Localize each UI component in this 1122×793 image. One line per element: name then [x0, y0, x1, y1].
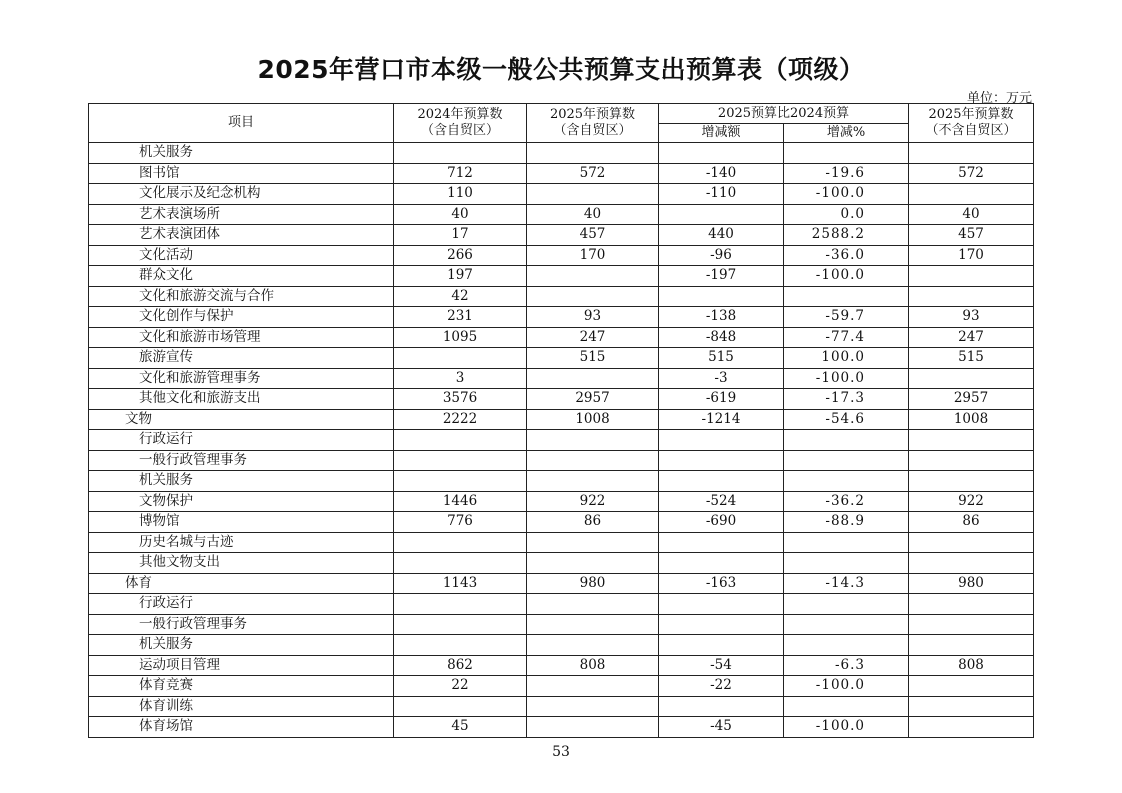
cell-item-name: 群众文化: [89, 266, 394, 287]
cell-pct: -6.3: [784, 655, 909, 676]
cell-2024-budget: 712: [394, 163, 527, 184]
cell-diff: 440: [659, 225, 784, 246]
cell-2025-budget-excl: 922: [909, 491, 1034, 512]
cell-item-name: 行政运行: [89, 430, 394, 451]
cell-2025-budget-excl: 808: [909, 655, 1034, 676]
cell-2024-budget: 3576: [394, 389, 527, 410]
cell-diff: [659, 143, 784, 164]
page-title: 2025年营口市本级一般公共预算支出预算表（项级）: [257, 55, 865, 84]
cell-item-name: 旅游宣传: [89, 348, 394, 369]
cell-diff: -197: [659, 266, 784, 287]
cell-2025-budget: [527, 614, 659, 635]
cell-diff: [659, 204, 784, 225]
header-2024-label: 2024年预算数 （含自贸区）: [417, 107, 503, 138]
cell-2025-budget-excl: [909, 368, 1034, 389]
table-row: [89, 368, 1034, 389]
cell-2025-budget-excl: 457: [909, 225, 1034, 246]
cell-2025-budget-excl: 2957: [909, 389, 1034, 410]
cell-2025-budget: 922: [527, 491, 659, 512]
table-row: [89, 573, 1034, 594]
cell-2025-budget-excl: [909, 717, 1034, 738]
cell-pct: -100.0: [784, 184, 909, 205]
cell-2024-budget: 22: [394, 676, 527, 697]
cell-2024-budget: [394, 143, 527, 164]
cell-2025-budget: 572: [527, 163, 659, 184]
cell-pct: [784, 471, 909, 492]
cell-item-name: 文化和旅游管理事务: [89, 368, 394, 389]
table-row: [89, 491, 1034, 512]
cell-2025-budget-excl: [909, 430, 1034, 451]
cell-item-name: 体育: [89, 573, 394, 594]
cell-item-name: 机关服务: [89, 635, 394, 656]
cell-item-name: 其他文物支出: [89, 553, 394, 574]
cell-diff: -1214: [659, 409, 784, 430]
cell-pct: -59.7: [784, 307, 909, 328]
cell-pct: -17.3: [784, 389, 909, 410]
cell-diff: [659, 450, 784, 471]
cell-2025-budget-excl: 170: [909, 245, 1034, 266]
table-row: [89, 553, 1034, 574]
cell-2025-budget-excl: [909, 696, 1034, 717]
cell-2025-budget: 247: [527, 327, 659, 348]
cell-pct: [784, 532, 909, 553]
cell-2025-budget-excl: 40: [909, 204, 1034, 225]
cell-2025-budget: [527, 266, 659, 287]
cell-2025-budget: [527, 717, 659, 738]
cell-2025-budget: [527, 430, 659, 451]
cell-pct: 100.0: [784, 348, 909, 369]
cell-2024-budget: [394, 614, 527, 635]
cell-2024-budget: 2222: [394, 409, 527, 430]
cell-pct: -100.0: [784, 266, 909, 287]
header-diff: 增减额: [659, 124, 784, 143]
cell-pct: -100.0: [784, 676, 909, 697]
table-row: [89, 409, 1034, 430]
cell-2025-budget: 980: [527, 573, 659, 594]
table-row: [89, 163, 1034, 184]
header-2025-label: 2025年预算数 （含自贸区）: [549, 107, 636, 138]
table-row: [89, 696, 1034, 717]
cell-2024-budget: [394, 635, 527, 656]
table-row: [89, 430, 1034, 451]
table-row: [89, 225, 1034, 246]
cell-2025-budget: 86: [527, 512, 659, 533]
cell-pct: [784, 635, 909, 656]
cell-pct: -19.6: [784, 163, 909, 184]
header-2025-budget-excl: [909, 104, 1034, 143]
cell-2025-budget-excl: 247: [909, 327, 1034, 348]
table-row: [89, 512, 1034, 533]
table-row: [89, 143, 1034, 164]
table-row: [89, 635, 1034, 656]
cell-2024-budget: [394, 471, 527, 492]
cell-diff: [659, 532, 784, 553]
cell-2025-budget-excl: 572: [909, 163, 1034, 184]
table-row: [89, 450, 1034, 471]
cell-item-name: 历史名城与古迹: [89, 532, 394, 553]
cell-item-name: 文物保护: [89, 491, 394, 512]
cell-pct: -54.6: [784, 409, 909, 430]
cell-2024-budget: 231: [394, 307, 527, 328]
cell-pct: -100.0: [784, 368, 909, 389]
cell-pct: 2588.2: [784, 225, 909, 246]
cell-diff: [659, 635, 784, 656]
cell-2025-budget: 1008: [527, 409, 659, 430]
table-row: [89, 532, 1034, 553]
cell-item-name: 运动项目管理: [89, 655, 394, 676]
cell-2025-budget-excl: 93: [909, 307, 1034, 328]
cell-2024-budget: 42: [394, 286, 527, 307]
cell-2025-budget: 170: [527, 245, 659, 266]
cell-2025-budget-excl: [909, 450, 1034, 471]
cell-2025-budget-excl: 86: [909, 512, 1034, 533]
cell-2024-budget: 110: [394, 184, 527, 205]
cell-item-name: 艺术表演场所: [89, 204, 394, 225]
cell-2025-budget: 40: [527, 204, 659, 225]
table-row: [89, 594, 1034, 615]
cell-item-name: 文化和旅游交流与合作: [89, 286, 394, 307]
cell-2024-budget: 40: [394, 204, 527, 225]
cell-pct: [784, 286, 909, 307]
header-2025-budget: [527, 104, 659, 143]
cell-pct: [784, 430, 909, 451]
cell-diff: -45: [659, 717, 784, 738]
cell-2024-budget: [394, 348, 527, 369]
cell-item-name: 机关服务: [89, 471, 394, 492]
cell-pct: 0.0: [784, 204, 909, 225]
cell-2025-budget-excl: [909, 471, 1034, 492]
cell-item-name: 图书馆: [89, 163, 394, 184]
cell-diff: -110: [659, 184, 784, 205]
cell-2025-budget: 808: [527, 655, 659, 676]
cell-2025-budget-excl: [909, 266, 1034, 287]
cell-item-name: 文物: [89, 409, 394, 430]
cell-diff: 515: [659, 348, 784, 369]
cell-2024-budget: [394, 430, 527, 451]
cell-2025-budget-excl: [909, 635, 1034, 656]
header-compare: 2025预算比2024预算: [659, 104, 909, 124]
cell-pct: [784, 450, 909, 471]
header-2025-excl-label: 2025年预算数 （不含自贸区）: [925, 107, 1017, 138]
cell-2025-budget: [527, 676, 659, 697]
cell-pct: [784, 594, 909, 615]
cell-pct: -100.0: [784, 717, 909, 738]
cell-2025-budget: [527, 143, 659, 164]
cell-2025-budget-excl: 1008: [909, 409, 1034, 430]
cell-item-name: 文化展示及纪念机构: [89, 184, 394, 205]
cell-diff: -96: [659, 245, 784, 266]
cell-2024-budget: [394, 532, 527, 553]
cell-2024-budget: [394, 450, 527, 471]
cell-2025-budget-excl: [909, 143, 1034, 164]
table-row: [89, 307, 1034, 328]
table-row: [89, 327, 1034, 348]
cell-2025-budget: [527, 368, 659, 389]
cell-pct: -14.3: [784, 573, 909, 594]
cell-2025-budget: [527, 286, 659, 307]
cell-2025-budget: 2957: [527, 389, 659, 410]
cell-2025-budget: [527, 696, 659, 717]
cell-pct: -88.9: [784, 512, 909, 533]
cell-diff: [659, 696, 784, 717]
cell-diff: [659, 614, 784, 635]
cell-pct: [784, 143, 909, 164]
cell-diff: -22: [659, 676, 784, 697]
cell-2024-budget: 17: [394, 225, 527, 246]
table-header: [89, 104, 1034, 143]
table-row: [89, 655, 1034, 676]
header-item: 项目: [89, 104, 394, 143]
table-row: [89, 286, 1034, 307]
cell-diff: -619: [659, 389, 784, 410]
cell-2025-budget: [527, 184, 659, 205]
cell-item-name: 艺术表演团体: [89, 225, 394, 246]
cell-pct: [784, 553, 909, 574]
cell-2024-budget: [394, 696, 527, 717]
cell-2024-budget: [394, 553, 527, 574]
cell-item-name: 文化和旅游市场管理: [89, 327, 394, 348]
cell-2024-budget: 1143: [394, 573, 527, 594]
cell-2025-budget-excl: [909, 286, 1034, 307]
cell-diff: -690: [659, 512, 784, 533]
cell-2025-budget-excl: [909, 184, 1034, 205]
cell-item-name: 机关服务: [89, 143, 394, 164]
cell-diff: [659, 286, 784, 307]
table-row: [89, 676, 1034, 697]
cell-2025-budget: 457: [527, 225, 659, 246]
cell-2024-budget: 1095: [394, 327, 527, 348]
cell-item-name: 博物馆: [89, 512, 394, 533]
cell-2025-budget-excl: [909, 594, 1034, 615]
cell-2025-budget-excl: [909, 553, 1034, 574]
cell-2025-budget-excl: 980: [909, 573, 1034, 594]
cell-2025-budget: [527, 450, 659, 471]
cell-pct: -77.4: [784, 327, 909, 348]
header-pct: 增减%: [784, 124, 909, 143]
cell-2025-budget-excl: [909, 532, 1034, 553]
table-row: [89, 204, 1034, 225]
page-number: 53: [552, 744, 570, 760]
table-row: [89, 389, 1034, 410]
cell-diff: -524: [659, 491, 784, 512]
table-row: [89, 717, 1034, 738]
cell-diff: [659, 471, 784, 492]
cell-item-name: 体育竞赛: [89, 676, 394, 697]
cell-diff: -163: [659, 573, 784, 594]
table-row: [89, 614, 1034, 635]
cell-item-name: 文化活动: [89, 245, 394, 266]
table-row: [89, 245, 1034, 266]
cell-2025-budget-excl: [909, 676, 1034, 697]
cell-diff: -138: [659, 307, 784, 328]
cell-item-name: 体育训练: [89, 696, 394, 717]
cell-2025-budget: [527, 532, 659, 553]
table-row: [89, 184, 1034, 205]
cell-item-name: 体育场馆: [89, 717, 394, 738]
cell-2025-budget: [527, 553, 659, 574]
cell-2025-budget-excl: 515: [909, 348, 1034, 369]
cell-2024-budget: 45: [394, 717, 527, 738]
cell-diff: -848: [659, 327, 784, 348]
cell-diff: -54: [659, 655, 784, 676]
cell-diff: -3: [659, 368, 784, 389]
table-row: [89, 348, 1034, 369]
cell-item-name: 一般行政管理事务: [89, 450, 394, 471]
cell-2025-budget: 515: [527, 348, 659, 369]
cell-item-name: 文化创作与保护: [89, 307, 394, 328]
header-2024-budget: [394, 104, 527, 143]
cell-2024-budget: 862: [394, 655, 527, 676]
cell-2024-budget: 776: [394, 512, 527, 533]
cell-pct: [784, 696, 909, 717]
cell-2025-budget: [527, 594, 659, 615]
cell-2025-budget: [527, 471, 659, 492]
cell-pct: -36.2: [784, 491, 909, 512]
cell-item-name: 一般行政管理事务: [89, 614, 394, 635]
cell-pct: [784, 614, 909, 635]
cell-diff: [659, 594, 784, 615]
cell-2025-budget: [527, 635, 659, 656]
budget-table: [88, 103, 1034, 738]
cell-item-name: 行政运行: [89, 594, 394, 615]
cell-2024-budget: 266: [394, 245, 527, 266]
cell-2024-budget: 1446: [394, 491, 527, 512]
table-body: [89, 143, 1034, 738]
cell-2024-budget: 3: [394, 368, 527, 389]
cell-diff: -140: [659, 163, 784, 184]
cell-2025-budget-excl: [909, 614, 1034, 635]
table-row: [89, 266, 1034, 287]
unit-label: 单位：万元: [966, 91, 1032, 106]
cell-2024-budget: 197: [394, 266, 527, 287]
table-row: [89, 471, 1034, 492]
cell-item-name: 其他文化和旅游支出: [89, 389, 394, 410]
cell-2025-budget: 93: [527, 307, 659, 328]
cell-diff: [659, 430, 784, 451]
cell-diff: [659, 553, 784, 574]
cell-2024-budget: [394, 594, 527, 615]
cell-pct: -36.0: [784, 245, 909, 266]
